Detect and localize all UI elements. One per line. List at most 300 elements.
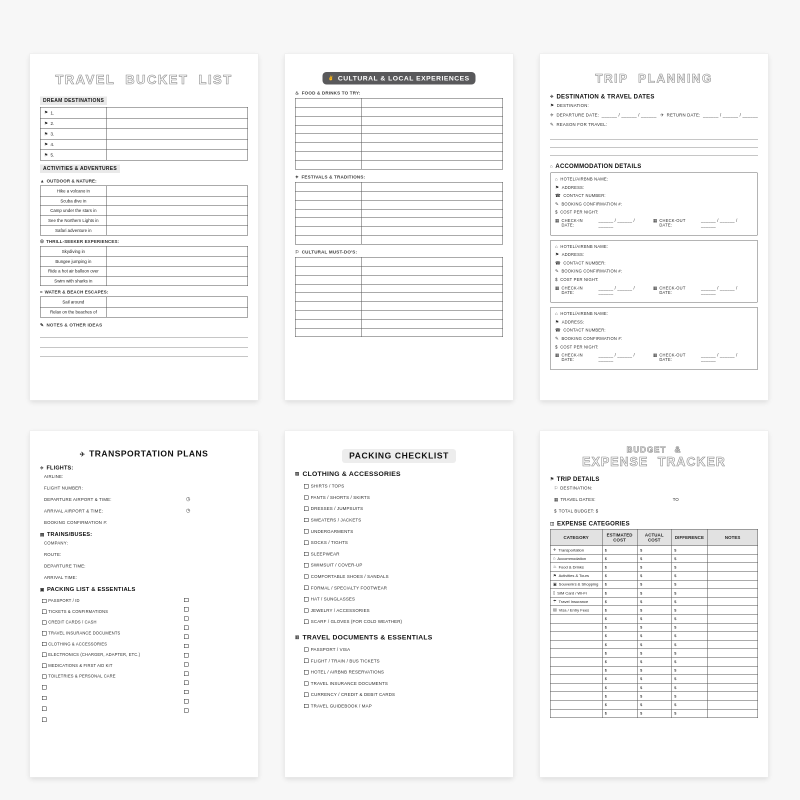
column-header: ACTUAL COST: [637, 530, 671, 546]
header-label: EXPENSE CATEGORIES: [556, 520, 630, 527]
page-trip-planning[interactable]: [540, 54, 768, 400]
writing-line: [40, 349, 248, 357]
empty-checklist-item: [184, 687, 248, 696]
blank-cell: [296, 293, 362, 301]
difference-cell: $: [672, 649, 708, 657]
accommodation-box: [550, 307, 758, 370]
table-row: [296, 328, 503, 337]
expense-category-row: [551, 597, 758, 606]
field-label: DESTINATION:: [560, 485, 593, 491]
field-label: CHECK-OUT DATE:: [659, 353, 686, 363]
checkbox-icon: [184, 607, 188, 611]
table-row: [41, 150, 248, 161]
train-field: [44, 564, 248, 569]
category-cell: [551, 684, 603, 692]
empty-checklist-item: [184, 697, 248, 706]
blank-cell: [296, 200, 362, 208]
wave-icon: ≈: [40, 289, 43, 295]
total-budget-field: [554, 509, 758, 514]
field-label: CONTACT NUMBER:: [563, 193, 606, 199]
difference-cell: $: [672, 709, 708, 717]
checkbox-icon: [304, 540, 308, 544]
phone-icon: ☎: [555, 193, 561, 199]
checklist-item: [42, 660, 184, 671]
notes-cell: [708, 658, 758, 666]
field-label: ARRIVAL TIME:: [44, 575, 78, 580]
blank-cell: [296, 276, 362, 284]
clock-icon: ◷: [186, 508, 191, 514]
expense-category-row: [551, 563, 758, 572]
pin-icon: ⚑: [44, 131, 49, 137]
travel-dates-field: [554, 497, 758, 502]
blank-cell: [296, 227, 362, 235]
estimated-cost-cell: $: [602, 649, 637, 657]
column-header: NOTES: [724, 534, 741, 540]
notes-cell: [708, 615, 758, 623]
notes-cell: [708, 641, 758, 649]
notes-cell: [708, 580, 758, 588]
category-cell: [551, 632, 603, 640]
category-icon: ☂: [553, 599, 557, 604]
checklist-item: [295, 700, 503, 711]
category-icon: ✈: [553, 547, 557, 553]
return-plane-icon: ✈: [660, 112, 665, 118]
checkbox-icon: [304, 704, 308, 708]
notes-cell: [708, 589, 758, 597]
table-row: [41, 307, 248, 317]
actual-cost-cell: $: [637, 623, 671, 631]
checklist-item: [295, 514, 503, 525]
pencil-icon: ✎: [40, 322, 44, 328]
actual-cost-cell: $: [637, 589, 671, 597]
table-row: [296, 125, 503, 134]
field-label: BOOKING CONFIRMATION #:: [561, 269, 623, 274]
estimated-cost-cell: $: [602, 632, 637, 640]
actual-cost-cell: $: [637, 546, 671, 554]
category-cell: [551, 606, 603, 614]
item-label: PANTS / SHORTS / SKIRTS: [310, 494, 370, 500]
prompt-text: Scuba dive in: [60, 198, 87, 204]
table-row: [296, 134, 503, 143]
checklist-item: [295, 644, 503, 655]
expense-empty-row: [551, 623, 758, 632]
writing-line: [550, 132, 758, 140]
group-label: OUTDOOR & NATURE:: [46, 178, 97, 184]
actual-cost-cell: $: [637, 606, 671, 614]
item-label: TRAVEL GUIDEBOOK / MAP: [310, 703, 372, 709]
checklist-item: [42, 596, 184, 607]
checklist-item: [295, 666, 503, 677]
packing-right-column: [184, 596, 248, 726]
expense-category-row: [551, 606, 758, 615]
hotel-icon: ⌂: [555, 176, 558, 182]
checklist-item: [295, 689, 503, 700]
hotel-icon: ⌂: [555, 243, 558, 249]
reason-lines: [550, 132, 758, 156]
notes-cell: [708, 546, 758, 554]
difference-cell: $: [672, 675, 708, 683]
prompt-text: Ride a hot air balloon over: [48, 268, 99, 274]
page-title-badge: [322, 72, 475, 85]
passport-icon: ▥: [295, 634, 300, 640]
flight-field: [44, 474, 248, 479]
prompt-text: See the Northern Lights in: [48, 218, 99, 224]
expense-categories-header: [550, 520, 758, 527]
money-icon: $: [554, 508, 557, 514]
checkout-field: [653, 353, 753, 362]
category-cell: [551, 666, 603, 674]
row-number: 2.: [50, 121, 55, 126]
checkbox-icon: [42, 696, 46, 700]
field-label: CONTACT NUMBER:: [563, 260, 606, 266]
category-label: Activities & Tours: [558, 573, 589, 579]
checklist-item: [295, 616, 503, 627]
writing-line: [550, 148, 758, 156]
checkbox-icon: [184, 672, 188, 676]
cultural-header: [295, 249, 503, 254]
blank-cell: [296, 99, 362, 108]
writing-line: [40, 330, 248, 338]
table-row: [296, 182, 503, 191]
empty-checklist-item: [184, 641, 248, 650]
expense-table: [550, 529, 758, 718]
expense-empty-row: [551, 657, 758, 666]
checklist-item: [295, 548, 503, 559]
date-blank: ______ / ______ / ______: [701, 285, 738, 295]
field-label: REASON FOR TRAVEL:: [556, 122, 608, 127]
page-travel-bucket-list[interactable]: [30, 54, 258, 400]
checkbox-icon: [304, 529, 308, 533]
field-label: AIRLINE:: [44, 474, 64, 479]
field-label: CHECK-IN DATE:: [561, 218, 583, 228]
checkbox-icon: [184, 626, 188, 630]
row-number: 3.: [50, 131, 55, 137]
table-row: [41, 108, 248, 119]
expense-category-row: [551, 571, 758, 580]
actual-cost-cell: $: [637, 563, 671, 571]
address-field: [555, 320, 753, 325]
table-row: [296, 99, 503, 108]
table-row: [296, 116, 503, 125]
checklist-item: [42, 617, 184, 628]
page-transportation-plans[interactable]: [30, 431, 258, 777]
cost-field: [555, 277, 753, 282]
checkbox-icon: [304, 659, 308, 663]
empty-checklist-item: [184, 623, 248, 632]
expense-empty-row: [551, 640, 758, 649]
field-label: TOTAL BUDGET: $: [558, 508, 599, 514]
notes-label: NOTES & OTHER IDEAS: [46, 322, 103, 328]
empty-checklist-item: [42, 714, 184, 725]
category-cell: [551, 675, 603, 683]
header-label: DESTINATION & TRAVEL DATES: [556, 93, 655, 100]
actual-cost-cell: $: [637, 555, 671, 563]
checklist-item: [42, 628, 184, 639]
calendar-icon: ▦: [554, 497, 559, 502]
estimated-cost-cell: $: [602, 692, 637, 700]
prompt-text: Swim with sharks in: [54, 278, 93, 284]
table-row: [296, 107, 503, 116]
utensils-icon: ♨: [295, 90, 300, 96]
money-icon: ◫: [550, 520, 555, 526]
item-label: UNDERGARMENTS: [310, 528, 354, 534]
pin-icon: ⚑: [44, 120, 49, 126]
return-field: [660, 113, 758, 118]
expense-category-row: [551, 588, 758, 597]
checklist-item: [295, 481, 503, 492]
notes-cell: [708, 675, 758, 683]
accommodation-box: [550, 240, 758, 303]
table-row: [41, 246, 248, 256]
difference-cell: $: [672, 546, 708, 554]
actual-cost-cell: $: [637, 641, 671, 649]
hotel-name-field: [555, 312, 753, 317]
estimated-cost-cell: $: [602, 701, 637, 709]
actual-cost-cell: $: [637, 632, 671, 640]
blank-cell: [296, 328, 362, 336]
checkbox-icon: [304, 620, 308, 624]
difference-cell: $: [672, 615, 708, 623]
expense-empty-row: [551, 709, 758, 718]
row-label-cell: [41, 140, 107, 150]
difference-cell: $: [672, 641, 708, 649]
expense-empty-row: [551, 666, 758, 675]
notes-cell: [708, 606, 758, 614]
checkbox-icon: [304, 693, 308, 697]
field-label: COST PER NIGHT:: [560, 344, 599, 350]
empty-checklist-item: [184, 669, 248, 678]
empty-checklist-item: [184, 614, 248, 623]
notes-cell: [708, 563, 758, 571]
checkbox-icon: [42, 685, 46, 689]
prompt-text: Safari adventure in: [55, 227, 92, 233]
contact-field: [555, 261, 753, 266]
dates-row: [550, 113, 758, 118]
item-label: COMFORTABLE SHOES / SANDALS: [310, 574, 389, 580]
actual-cost-cell: $: [637, 709, 671, 717]
notes-cell: [708, 649, 758, 657]
blank-cell: [296, 134, 362, 142]
item-label: PASSPORT / VISA: [310, 647, 351, 653]
pin-icon: ⚑: [44, 110, 49, 115]
empty-checklist-item: [184, 660, 248, 669]
header-label: PACKING LIST & ESSENTIALS: [46, 586, 136, 593]
estimated-cost-cell: $: [602, 606, 637, 614]
checkbox-icon: [304, 670, 308, 674]
checkbox-icon: [42, 674, 46, 678]
checkbox-icon: [304, 681, 308, 685]
accommodation-box: [550, 173, 758, 236]
page-cultural-experiences[interactable]: [285, 54, 513, 400]
date-blank: ______ / ______ / ______: [598, 285, 635, 295]
page-packing-checklist[interactable]: [285, 431, 513, 777]
category-cell: [551, 709, 603, 717]
expense-empty-row: [551, 649, 758, 658]
estimated-cost-cell: $: [602, 675, 637, 683]
field-label: ADDRESS:: [561, 319, 585, 325]
item-label: CURRENCY / CREDIT & DEBIT CARDS: [310, 692, 396, 698]
estimated-cost-cell: $: [602, 555, 637, 563]
cost-field: [555, 210, 753, 215]
packing-essentials-header: [40, 587, 248, 593]
flight-field: [44, 509, 248, 514]
pin-icon: ⚑: [550, 103, 555, 108]
expense-empty-row: [551, 614, 758, 623]
group-header-outdoor: [40, 179, 248, 184]
expense-table-header-row: [551, 530, 758, 546]
table-row: [296, 226, 503, 235]
item-label: HOTEL / AIRBNB RESERVATIONS: [310, 669, 385, 675]
page-title: TRANSPORTATION PLANS: [89, 449, 209, 459]
header-label: ACCOMMODATION DETAILS: [555, 162, 642, 170]
expense-category-row: [551, 554, 758, 563]
table-row: [296, 275, 503, 284]
booking-field: [555, 202, 753, 207]
flight-field: [44, 486, 248, 491]
category-cell: [551, 563, 603, 571]
prompt-text: Skydiving in: [61, 248, 85, 254]
blank-cell: [296, 152, 362, 160]
blank-cell: [296, 320, 362, 328]
dates-to-label: TO: [672, 497, 679, 502]
checkbox-icon: [184, 616, 188, 620]
field-label: CHECK-IN DATE:: [561, 353, 583, 363]
field-label: TRAVEL DATES:: [560, 497, 596, 502]
estimated-cost-cell: $: [602, 709, 637, 717]
row-label-cell: [41, 119, 107, 129]
table-row: [296, 218, 503, 227]
date-blank: ______ / ______ / ______: [703, 112, 758, 118]
item-label: SOCKS / TIGHTS: [310, 540, 349, 546]
booking-field: [555, 269, 753, 274]
prompt-cell: [41, 276, 107, 285]
estimated-cost-cell: $: [602, 598, 637, 606]
prompt-text: Sail around: [62, 299, 85, 305]
checklist-item: [42, 639, 184, 650]
actual-cost-cell: $: [637, 649, 671, 657]
checkbox-icon: [304, 495, 308, 499]
bookmark-icon: ✎: [555, 335, 559, 341]
checkbox-icon: [184, 681, 188, 685]
expense-category-row: [551, 580, 758, 589]
prompt-cell: [41, 297, 107, 307]
pin-icon: ⚑: [555, 319, 560, 325]
category-label: Travel Insurance: [558, 599, 589, 604]
category-cell: [551, 555, 603, 563]
category-label: Accommodation: [557, 556, 587, 561]
difference-cell: $: [672, 692, 708, 700]
table-row: [41, 276, 248, 286]
table-row: [296, 151, 503, 160]
row-number: 5.: [50, 152, 55, 158]
date-blank: ______ / ______ / ______: [701, 353, 738, 363]
checkbox-icon: [184, 708, 188, 712]
destination-field: [554, 486, 758, 491]
checkin-field: [555, 353, 650, 362]
table-row: [296, 235, 503, 244]
checkbox-icon: [304, 518, 308, 522]
trains-header: [40, 532, 248, 538]
table-row: [41, 206, 248, 216]
shirt-icon: ▨: [295, 471, 300, 476]
blank-cell: [296, 284, 362, 292]
column-header: CATEGORY: [551, 530, 603, 546]
field-label: CHECK-OUT DATE:: [659, 218, 686, 228]
category-icon: ▣: [553, 581, 557, 587]
blank-cell: [296, 267, 362, 275]
blank-cell: [296, 209, 362, 217]
dream-destinations-table: [40, 107, 248, 161]
bookmark-icon: ✎: [555, 268, 559, 274]
field-label: ADDRESS:: [561, 185, 585, 190]
notes-header: [40, 322, 248, 327]
field-label: DESTINATION:: [556, 103, 589, 108]
section-label-activities: ACTIVITIES & ADVENTURES: [40, 165, 120, 174]
address-field: [555, 253, 753, 258]
checkbox-icon: [184, 644, 188, 648]
category-icon: ⌂: [553, 556, 556, 561]
table-row: [296, 319, 503, 328]
page-budget-expense-tracker[interactable]: [540, 431, 768, 777]
header-label: TRAVEL DOCUMENTS & ESSENTIALS: [302, 633, 433, 641]
train-field: [44, 575, 248, 580]
item-label: HAT / SUNGLASSES: [310, 596, 356, 602]
calendar-icon: ▦: [555, 217, 560, 223]
column-header: DIFFERENCE: [672, 530, 708, 546]
date-blank: ______ / ______ / ______: [701, 218, 738, 228]
date-blank: ______ / ______ / ______: [598, 353, 635, 363]
festival-icon: ✦: [295, 174, 299, 180]
estimated-cost-cell: $: [602, 615, 637, 623]
item-label: TRAVEL INSURANCE DOCUMENTS: [48, 631, 121, 636]
pin-icon: ⚐: [554, 485, 559, 491]
category-label: SIM Card / Wi-Fi: [557, 590, 587, 596]
checkbox-icon: [184, 635, 188, 639]
field-label: FLIGHT NUMBER:: [44, 485, 84, 491]
title-wrap: [295, 72, 503, 85]
estimated-cost-cell: $: [602, 589, 637, 597]
pushpin-icon: ⚑: [550, 476, 555, 482]
hotel-icon: ⌂: [550, 163, 553, 169]
table-row: [41, 256, 248, 266]
dollar-icon: $: [555, 209, 558, 215]
checklist-item: [295, 593, 503, 604]
item-label: SCARF / GLOVES (FOR COLD WEATHER): [310, 619, 403, 625]
pin-icon: ⚑: [44, 141, 49, 147]
train-icon: ▤: [40, 531, 45, 537]
field-label: COST PER NIGHT:: [560, 277, 599, 282]
item-label: ELECTRONICS (CHARGER, ADAPTER, ETC.): [48, 652, 141, 658]
table-row: [41, 186, 248, 196]
estimated-cost-cell: $: [602, 572, 637, 580]
notes-cell: [708, 555, 758, 563]
plane-icon: ✈: [79, 450, 86, 458]
difference-cell: $: [672, 598, 708, 606]
field-label: BOOKING CONFIRMATION #:: [561, 336, 623, 341]
difference-cell: $: [672, 572, 708, 580]
table-row: [296, 209, 503, 218]
table-row: [296, 301, 503, 310]
empty-checklist-item: [184, 706, 248, 715]
actual-cost-cell: $: [637, 692, 671, 700]
difference-cell: $: [672, 580, 708, 588]
checklist-item: [295, 503, 503, 514]
group-label: WATER & BEACH ESCAPES:: [44, 289, 109, 295]
page-title: TRIP PLANNING: [595, 72, 713, 86]
water-table: [40, 297, 248, 318]
calendar-icon: ▦: [652, 352, 658, 358]
checkin-checkout-row: [555, 286, 753, 295]
